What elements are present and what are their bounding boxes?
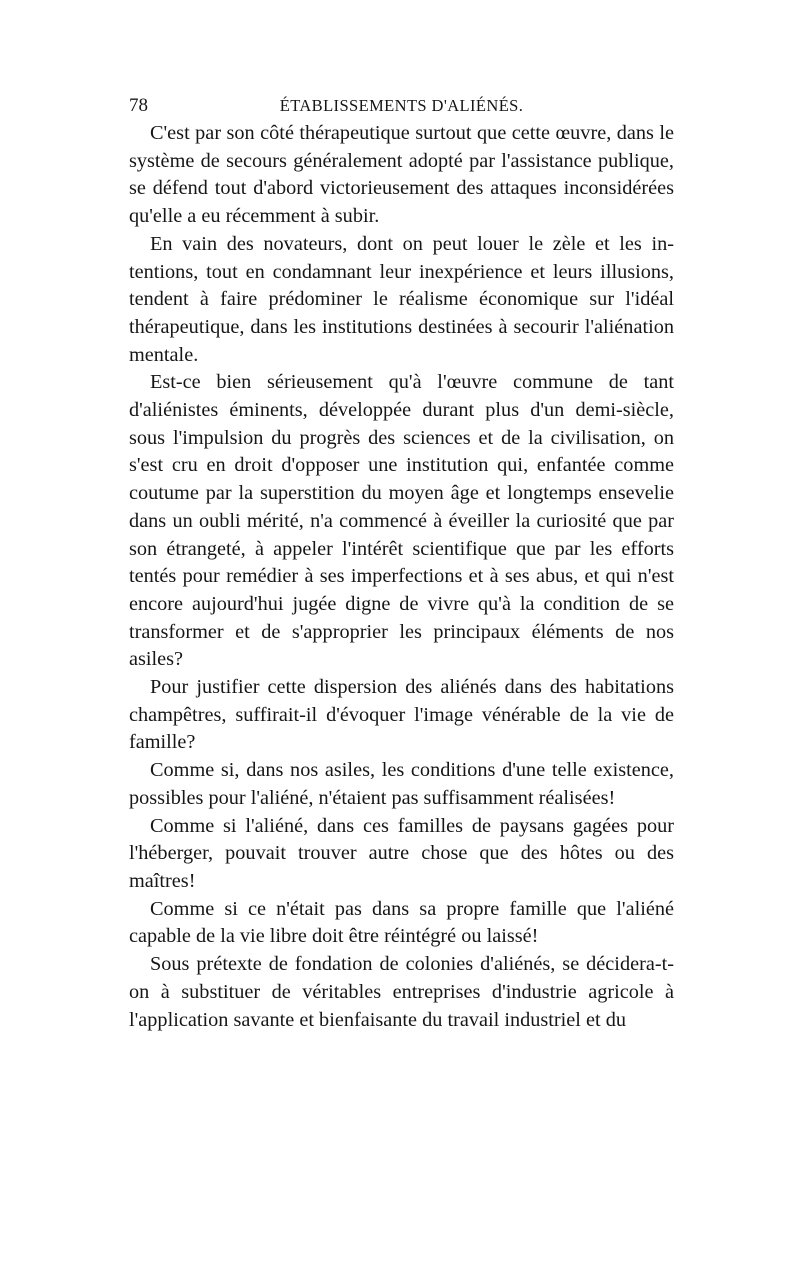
paragraph: Sous prétexte de fondation de colonies d'aliénés, se décidera-t-on à substituer de véritables entreprises d'industrie agricole à l'application savante et bienfaisante du travail industriel et du [129,953,674,1031]
paragraph: Comme si ce n'était pas dans sa propre famille que l'aliéné capable de la vie libre doit être réintégré ou laissé! [129,897,674,948]
paragraph: Comme si, dans nos asiles, les conditions d'une telle existence, possibles pour l'aliéné, n'étaient pas suffisamment réalisées! [129,759,674,809]
paragraph: C'est par son côté thérapeutique surtout que cette œuvre, dans le système de secours généralement adopté par l'assistance publique, se défend tout d'abord victorieusement des attaques inconsidérées qu'elle a eu récemment à subir. [129,122,674,228]
paragraph: Pour justifier cette dispersion des aliénés dans des habitations champêtres, suffirait-il d'évoquer l'image vénérable de la vie de famille? [129,676,674,754]
paragraph: En vain des novateurs, dont on peut louer le zèle et les intentions, tout en condamnant leur inexpérience et leurs illusions, tendent à faire prédominer le réalisme économique sur l'idéal thérapeutique, dans les institutions destinées à secourir l'aliénation mentale. [129,232,674,366]
running-head [129,94,674,118]
paragraph: Est-ce bien sérieusement qu'à l'œuvre commune de tant d'aliénistes éminents, développée durant plus d'un demi-siècle, sous l'impulsion du progrès des sciences et de la civilisation, on s'est cru en droit d'opposer une institution qui, enfantée comme coutume par la superstition du moyen âge et longtemps ensevelie dans un oubli mérité, n'a commencé à éveiller la curiosité que par son étrangeté, à appeler l'intérêt scientifique que par les efforts tentés pour remédier à ses imperfections et à ses abus, et qui n'est encore aujourd'hui jugée digne de vivre qu'à la condition de se transformer et de s'approprier les principaux éléments de nos asiles? [129,371,674,671]
paragraph: Comme si l'aliéné, dans ces familles de paysans gagées pour l'héberger, pouvait trouver autre chose que des hôtes ou des maîtres! [129,814,674,892]
running-title: ÉTABLISSEMENTS D'ALIÉNÉS. [279,96,524,115]
page-number: 78 [129,95,148,116]
body-text [129,120,674,1034]
book-page [129,94,674,1034]
